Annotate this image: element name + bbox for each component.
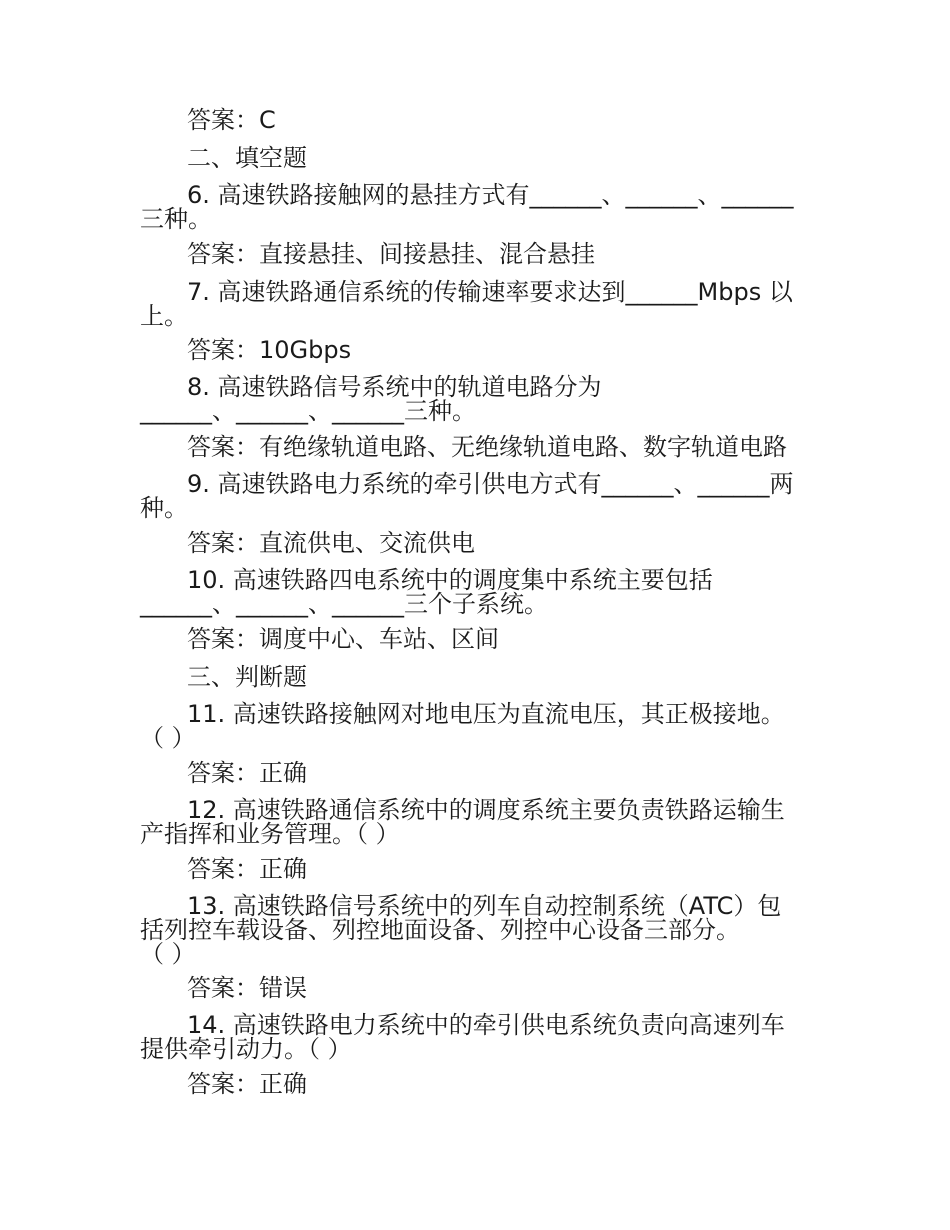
answer-14: 答案：正确 [187, 1070, 307, 1098]
question-7-cont: 上。 [140, 302, 188, 330]
section-heading-true-false: 三、判断题 [187, 663, 307, 691]
question-8: 8. 高速铁路信号系统中的轨道电路分为 [187, 373, 602, 401]
question-13-cont-2: （ ） [140, 940, 196, 968]
question-10: 10. 高速铁路四电系统中的调度集中系统主要包括 [187, 566, 713, 594]
question-9-cont: 种。 [140, 494, 188, 522]
question-13-cont: 括列控车载设备、列控地面设备、列控中心设备三部分。 [140, 916, 740, 944]
question-7: 7. 高速铁路通信系统的传输速率要求达到______Mbps 以 [187, 278, 793, 306]
answer-12: 答案：正确 [187, 855, 307, 883]
answer-11: 答案：正确 [187, 759, 307, 787]
answer-10: 答案：调度中心、车站、区间 [187, 625, 499, 653]
answer-9: 答案：直流供电、交流供电 [187, 529, 475, 557]
answer-8: 答案：有绝缘轨道电路、无绝缘轨道电路、数字轨道电路 [187, 433, 787, 461]
question-12-cont: 产指挥和业务管理。（ ） [140, 820, 400, 848]
answer-13: 答案：错误 [187, 974, 307, 1002]
question-14-cont: 提供牵引动力。（ ） [140, 1035, 352, 1063]
question-13: 13. 高速铁路信号系统中的列车自动控制系统（ATC）包 [187, 892, 782, 920]
answer-7: 答案：10Gbps [187, 336, 352, 364]
question-6: 6. 高速铁路接触网的悬挂方式有______、______、______ [187, 181, 794, 209]
question-10-cont: ______、______、______三个子系统。 [140, 590, 548, 618]
section-heading-fill-in: 二、填空题 [187, 144, 307, 172]
answer-5: 答案：C [187, 106, 276, 134]
answer-6: 答案：直接悬挂、间接悬挂、混合悬挂 [187, 240, 595, 268]
question-6-cont: 三种。 [140, 205, 212, 233]
question-9: 9. 高速铁路电力系统的牵引供电方式有______、______两 [187, 470, 794, 498]
question-14: 14. 高速铁路电力系统中的牵引供电系统负责向高速列车 [187, 1011, 785, 1039]
question-12: 12. 高速铁路通信系统中的调度系统主要负责铁路运输生 [187, 796, 785, 824]
question-8-cont: ______、______、______三种。 [140, 397, 476, 425]
question-11: 11. 高速铁路接触网对地电压为直流电压，其正极接地。 [187, 700, 785, 728]
question-11-cont: （ ） [140, 724, 196, 752]
